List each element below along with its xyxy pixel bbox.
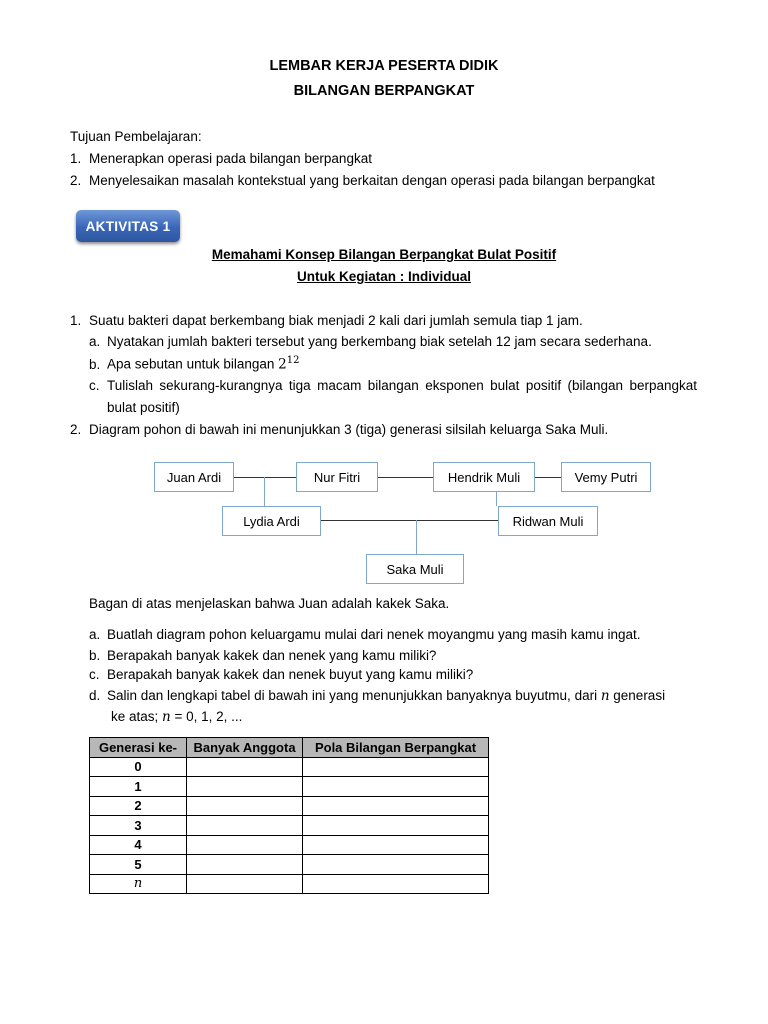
node-nur-fitri: Nur Fitri <box>296 462 378 492</box>
header-pola: Pola Bilangan Berpangkat <box>303 738 489 758</box>
table-row <box>90 855 489 875</box>
objective-item-2: 2. Menyelesaikan masalah kontekstual yang berkaitan dengan operasi pada bilangan berpangkat <box>70 173 655 188</box>
pattern-cell[interactable] <box>303 855 489 875</box>
members-cell[interactable] <box>187 835 303 855</box>
node-saka-muli: Saka Muli <box>366 554 464 584</box>
objective-item-1: 1. Menerapkan operasi pada bilangan berpangkat <box>70 151 372 166</box>
header-banyak-anggota: Banyak Anggota <box>187 738 303 758</box>
activity-mode: Untuk Kegiatan : Individual <box>296 269 471 284</box>
item-d-cont: ke atas; n = 0, 1, 2, ... <box>111 709 243 725</box>
page-title: LEMBAR KERJA PESERTA DIDIK <box>269 58 499 74</box>
connector-nur-hendrik <box>376 477 433 478</box>
generation-cell: 3 <box>90 816 187 836</box>
node-hendrik-muli: Hendrik Muli <box>433 462 535 492</box>
page-subtitle: BILANGAN BERPANGKAT <box>293 83 475 99</box>
generation-cell: n <box>90 874 187 894</box>
node-lydia-ardi: Lydia Ardi <box>222 506 321 536</box>
members-cell[interactable] <box>187 757 303 777</box>
members-cell[interactable] <box>187 816 303 836</box>
question-1: 1. Suatu bakteri dapat berkembang biak menjadi 2 kali dari jumlah semula tiap 1 jam. <box>70 313 583 328</box>
table-row <box>90 777 489 797</box>
objectives-heading: Tujuan Pembelajaran: <box>70 129 202 144</box>
connector-lydia-ridwan <box>320 520 498 521</box>
activity-subtitle: Memahami Konsep Bilangan Berpangkat Bulat Positif <box>211 247 557 262</box>
members-cell[interactable] <box>187 855 303 875</box>
pattern-cell[interactable] <box>303 796 489 816</box>
question-1a: a. Nyatakan jumlah bakteri tersebut yang berkembang biak setelah 12 jam secara sederhana. <box>89 334 652 349</box>
pattern-cell[interactable] <box>303 757 489 777</box>
node-vemy-putri: Vemy Putri <box>561 462 651 492</box>
item-c: c. Berapakah banyak kakek dan nenek buyut yang kamu miliki? <box>89 667 474 682</box>
table-row <box>90 835 489 855</box>
question-1b: b. Apa sebutan untuk bilangan $2^{12}$ <box>89 355 300 373</box>
question-2: 2. Diagram pohon di bawah ini menunjukkan 3 (tiga) generasi silsilah keluarga Saka Muli. <box>70 422 609 437</box>
connector-hendrik-vemy <box>533 477 561 478</box>
connector-to-lydia <box>264 477 265 506</box>
node-juan-ardi: Juan Ardi <box>154 462 234 492</box>
generation-table <box>89 737 489 894</box>
members-cell[interactable] <box>187 777 303 797</box>
generation-cell: 5 <box>90 855 187 875</box>
generation-cell: 0 <box>90 757 187 777</box>
tree-explanation: Bagan di atas menjelaskan bahwa Juan adalah kakek Saka. <box>89 596 450 611</box>
table-header-row <box>90 738 489 758</box>
pattern-cell[interactable] <box>303 874 489 894</box>
pattern-cell[interactable] <box>303 777 489 797</box>
item-b: b. Berapakah banyak kakek dan nenek yang kamu miliki? <box>89 648 437 663</box>
connector-to-saka <box>416 520 417 554</box>
pattern-cell[interactable] <box>303 816 489 836</box>
header-generasi: Generasi ke- <box>90 738 187 758</box>
item-a: a. Buatlah diagram pohon keluargamu mulai dari nenek moyangmu yang masih kamu ingat. <box>89 627 641 642</box>
table-row <box>90 816 489 836</box>
table-row <box>90 796 489 816</box>
node-ridwan-muli: Ridwan Muli <box>498 506 598 536</box>
table-row <box>90 757 489 777</box>
pattern-cell[interactable] <box>303 835 489 855</box>
table-row <box>90 874 489 894</box>
generation-cell: 2 <box>90 796 187 816</box>
item-d: d. Salin dan lengkapi tabel di bawah ini yang menunjukkan banyaknya buyutmu, dari n generasi <box>89 688 666 704</box>
question-1c: c. Tulislah sekurang-kurangnya tiga macam bilangan eksponen bulat positif (bilangan berpangkat <box>89 378 697 393</box>
members-cell[interactable] <box>187 796 303 816</box>
members-cell[interactable] <box>187 874 303 894</box>
generation-cell: 4 <box>90 835 187 855</box>
question-1c-cont: bulat positif) <box>107 400 180 415</box>
generation-cell: 1 <box>90 777 187 797</box>
activity-badge: AKTIVITAS 1 <box>76 210 180 242</box>
